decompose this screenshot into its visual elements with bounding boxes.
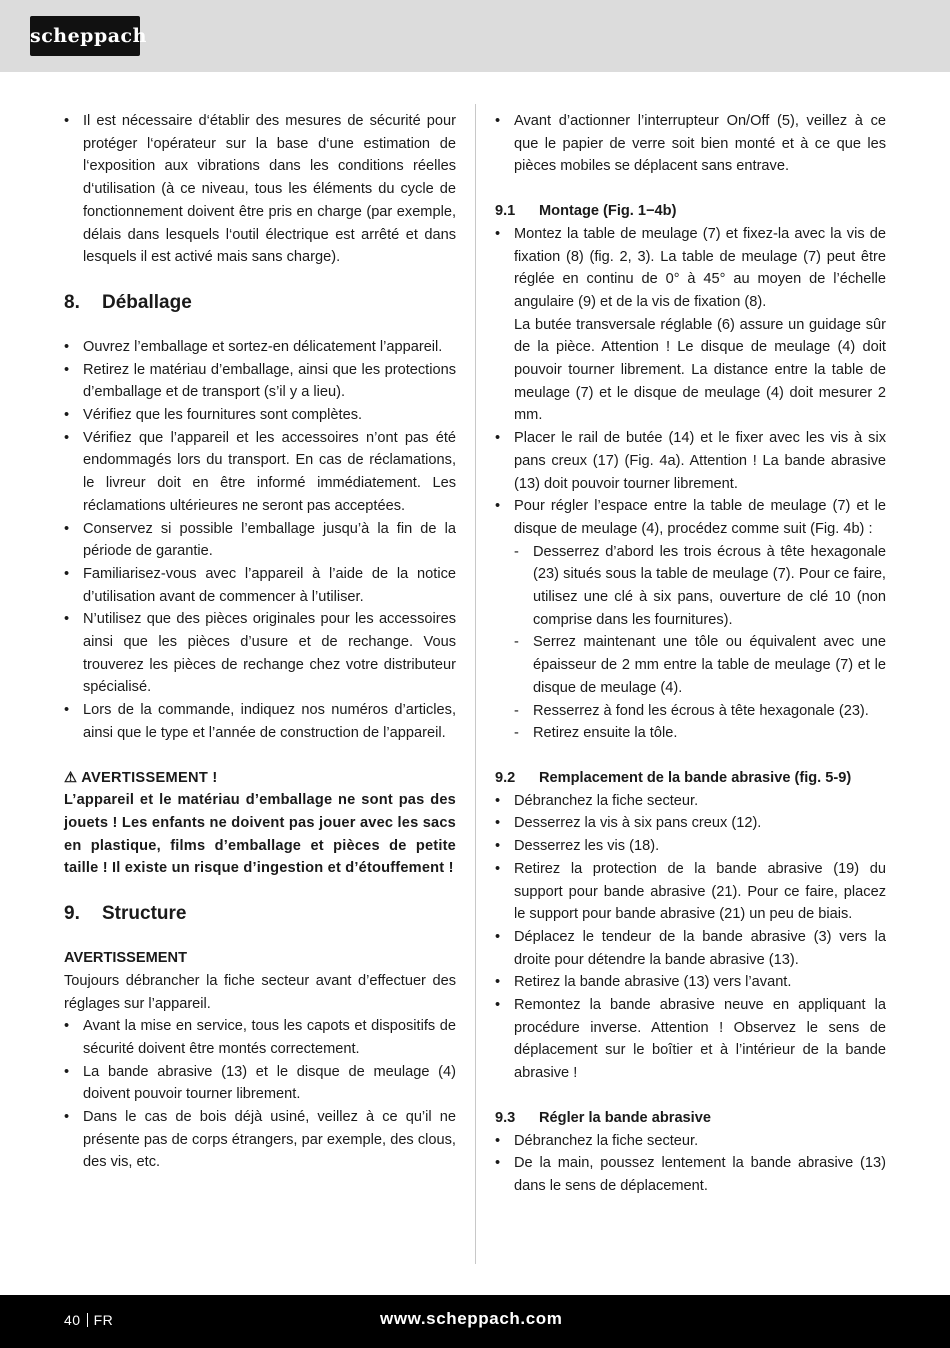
list-item: • Placer le rail de butée (14) et le fixer avec les vis à six pans creux (17) (Fig. 4a). Attention ! La bande abrasive (13) doit pouvoir tourner librement. — [495, 427, 886, 495]
brand-logo-text: scheppach — [30, 25, 147, 47]
top-bullet-list — [495, 110, 886, 178]
list-item: • Vérifiez que l’appareil et les accessoires n’ont pas été endommagés lors du transport. En cas de réclamations, le livreur doit en être informé immédiatement. Les réclamations ultérieures ne seront pas acceptées. — [64, 427, 456, 518]
list-item: • Retirez la protection de la bande abrasive (19) du support pour bande abrasive (21). Pour ce faire, placez le support pour bande abrasive (21) un peu de biais. — [495, 858, 886, 926]
list-item: • La bande abrasive (13) et le disque de meulage (4) doivent pouvoir tourner librement. — [64, 1061, 456, 1106]
belt-adjust-list — [495, 1130, 886, 1198]
list-item: • Retirez la bande abrasive (13) vers l’avant. — [495, 971, 886, 994]
list-item: • Vérifiez que les fournitures sont complètes. — [64, 404, 456, 427]
page-info — [64, 1312, 113, 1328]
assembly-list-cont — [495, 427, 886, 745]
list-item: • Conservez si possible l’emballage jusqu’à la fin de la période de garantie. — [64, 518, 456, 563]
intro-bullet-list — [64, 110, 456, 269]
list-item: • Débranchez la fiche secteur. — [495, 790, 886, 813]
left-column — [64, 110, 456, 1174]
list-item: • Déplacez le tendeur de la bande abrasive (3) vers la droite pour détendre la bande abrasive (13). — [495, 926, 886, 971]
list-item: • Débranchez la fiche secteur. — [495, 1130, 886, 1153]
page-number: 40 — [64, 1312, 81, 1328]
list-item: • Desserrez les vis (18). — [495, 835, 886, 858]
subsection-number: 9.2 — [495, 769, 516, 786]
subsection-title: Remplacement de la bande abrasive (fig. 5-9) — [539, 769, 852, 786]
website-url: www.scheppach.com — [380, 1309, 563, 1328]
dash-item: - Retirez ensuite la tôle. — [495, 722, 886, 745]
list-item: • De la main, poussez lentement la bande abrasive (13) dans le sens de déplacement. — [495, 1152, 886, 1197]
warning-subhead: AVERTISSEMENT — [64, 950, 187, 967]
warning-text: L’appareil et le matériau d’emballage ne sont pas des jouets ! Les enfants ne doivent pas jouer avec les sacs en plastique, films d’emballage et pièces de petite taille ! Il existe un risque d’ingestion et d’étouffement ! — [64, 792, 456, 877]
list-item: • Desserrez la vis à six pans creux (12). — [495, 812, 886, 835]
subsection-heading — [495, 767, 886, 790]
dash-item: - Resserrez à fond les écrous à tête hexagonale (23). — [495, 700, 886, 723]
list-item — [495, 223, 886, 314]
subsection-heading — [495, 200, 886, 223]
warning-intro: Toujours débrancher la fiche secteur avant d’effectuer des réglages sur l’appareil. — [64, 972, 456, 1012]
column-divider — [475, 104, 476, 1264]
list-item: • N’utilisez que des pièces originales pour les accessoires ainsi que les pièces d’usure et de rechange. Vous trouverez les pièces de rechange chez votre distributeur spécialisé. — [64, 608, 456, 699]
list-item: • Avant la mise en service, tous les capots et dispositifs de sécurité doivent être montés correctement. — [64, 1015, 456, 1060]
list-item: • Avant d’actionner l’interrupteur On/Off (5), veillez à ce que le papier de verre soit bien monté et à ce que les pièces mobiles se déplacent sans entrave. — [495, 110, 886, 178]
section-title: Déballage — [102, 291, 192, 313]
subsection-number: 9.1 — [495, 203, 516, 220]
header-bar — [0, 0, 950, 72]
list-item: • Dans le cas de bois déjà usiné, veillez à ce qu’il ne présente pas de corps étrangers, par exemple, des clous, des vis, etc. — [64, 1106, 456, 1174]
section-number: 9. — [64, 903, 80, 925]
subsection-title: Montage (Fig. 1−4b) — [539, 203, 677, 220]
list-item: • Remontez la bande abrasive neuve en appliquant la procédure inverse. Attention ! Observez le sens de déplacement sur le boîtier et à l’intérieur de la bande abrasive ! — [495, 994, 886, 1085]
brand-logo — [30, 16, 147, 56]
subsection-title: Régler la bande abrasive — [539, 1109, 711, 1126]
dash-item: - Serrez maintenant une tôle ou équivalent avec une épaisseur de 2 mm entre la table de meulage (7) et le disque de meulage (4). — [495, 631, 886, 699]
section-heading — [64, 290, 456, 316]
list-item: • Ouvrez l’emballage et sortez-en délicatement l’appareil. — [64, 336, 456, 359]
section-heading — [64, 901, 456, 927]
list-item: • Retirez le matériau d’emballage, ainsi que les protections d’emballage et de transport (s’il y a lieu). — [64, 359, 456, 404]
unpacking-list — [64, 336, 456, 745]
list-item: • Lors de la commande, indiquez nos numéros d’articles, ainsi que le type et l’année de construction de l’appareil. — [64, 699, 456, 744]
language-code: FR — [93, 1312, 114, 1328]
subsection-number: 9.3 — [495, 1109, 516, 1126]
list-item-continuation: La butée transversale réglable (6) assure un guidage sûr de la pièce. Attention ! Le disque de meulage (4) doit pouvoir tourner librement. La distance entre la table de meulage (7) et le disque de meulage (4) doit mesurer 2 mm. — [514, 316, 886, 424]
right-column — [495, 110, 886, 1198]
section-title: Structure — [102, 903, 187, 925]
list-item-text: Montez la table de meulage (7) et fixez-la avec la vis de fixation (8) (fig. 2, 3). La table de meulage (7) peut être réglée en continu de 0° à 45° au moyen de l’échelle angulaire (9) et de la vis de fixation (8). — [514, 225, 886, 310]
structure-list — [64, 1015, 456, 1174]
list-item: • Pour régler l’espace entre la table de meulage (7) et le disque de meulage (4), procédez comme suit (Fig. 4b) : — [495, 495, 886, 540]
list-item: • Il est nécessaire d‘établir des mesures de sécurité pour protéger l‘opérateur sur la base d‘une estimation de l‘exposition aux vibrations dans les conditions réelles d‘utilisation (à ce niveau, tous les éléments du cycle de fonctionnement doivent être pris en charge (par exemple, délais dans lesquels l‘outil électrique est arrêté et dans lesquels il est activé mais sans charge). — [64, 110, 456, 269]
subsection-heading — [495, 1107, 886, 1130]
section-number: 8. — [64, 291, 80, 313]
page-separator — [87, 1313, 88, 1327]
assembly-list — [495, 223, 886, 314]
belt-replacement-list — [495, 790, 886, 1085]
list-item: • Familiarisez-vous avec l’appareil à l’aide de la notice d’utilisation avant de commencer à l’utiliser. — [64, 563, 456, 608]
dash-item: - Desserrez d’abord les trois écrous à tête hexagonale (23) situés sous la table de meulage (7). Pour ce faire, utilisez une clé à six pans, ouverture de clé 10 (non comprise dans les fournitures). — [495, 541, 886, 632]
warning-title: ⚠ AVERTISSEMENT ! — [64, 769, 218, 786]
footer-bar — [0, 1295, 950, 1348]
